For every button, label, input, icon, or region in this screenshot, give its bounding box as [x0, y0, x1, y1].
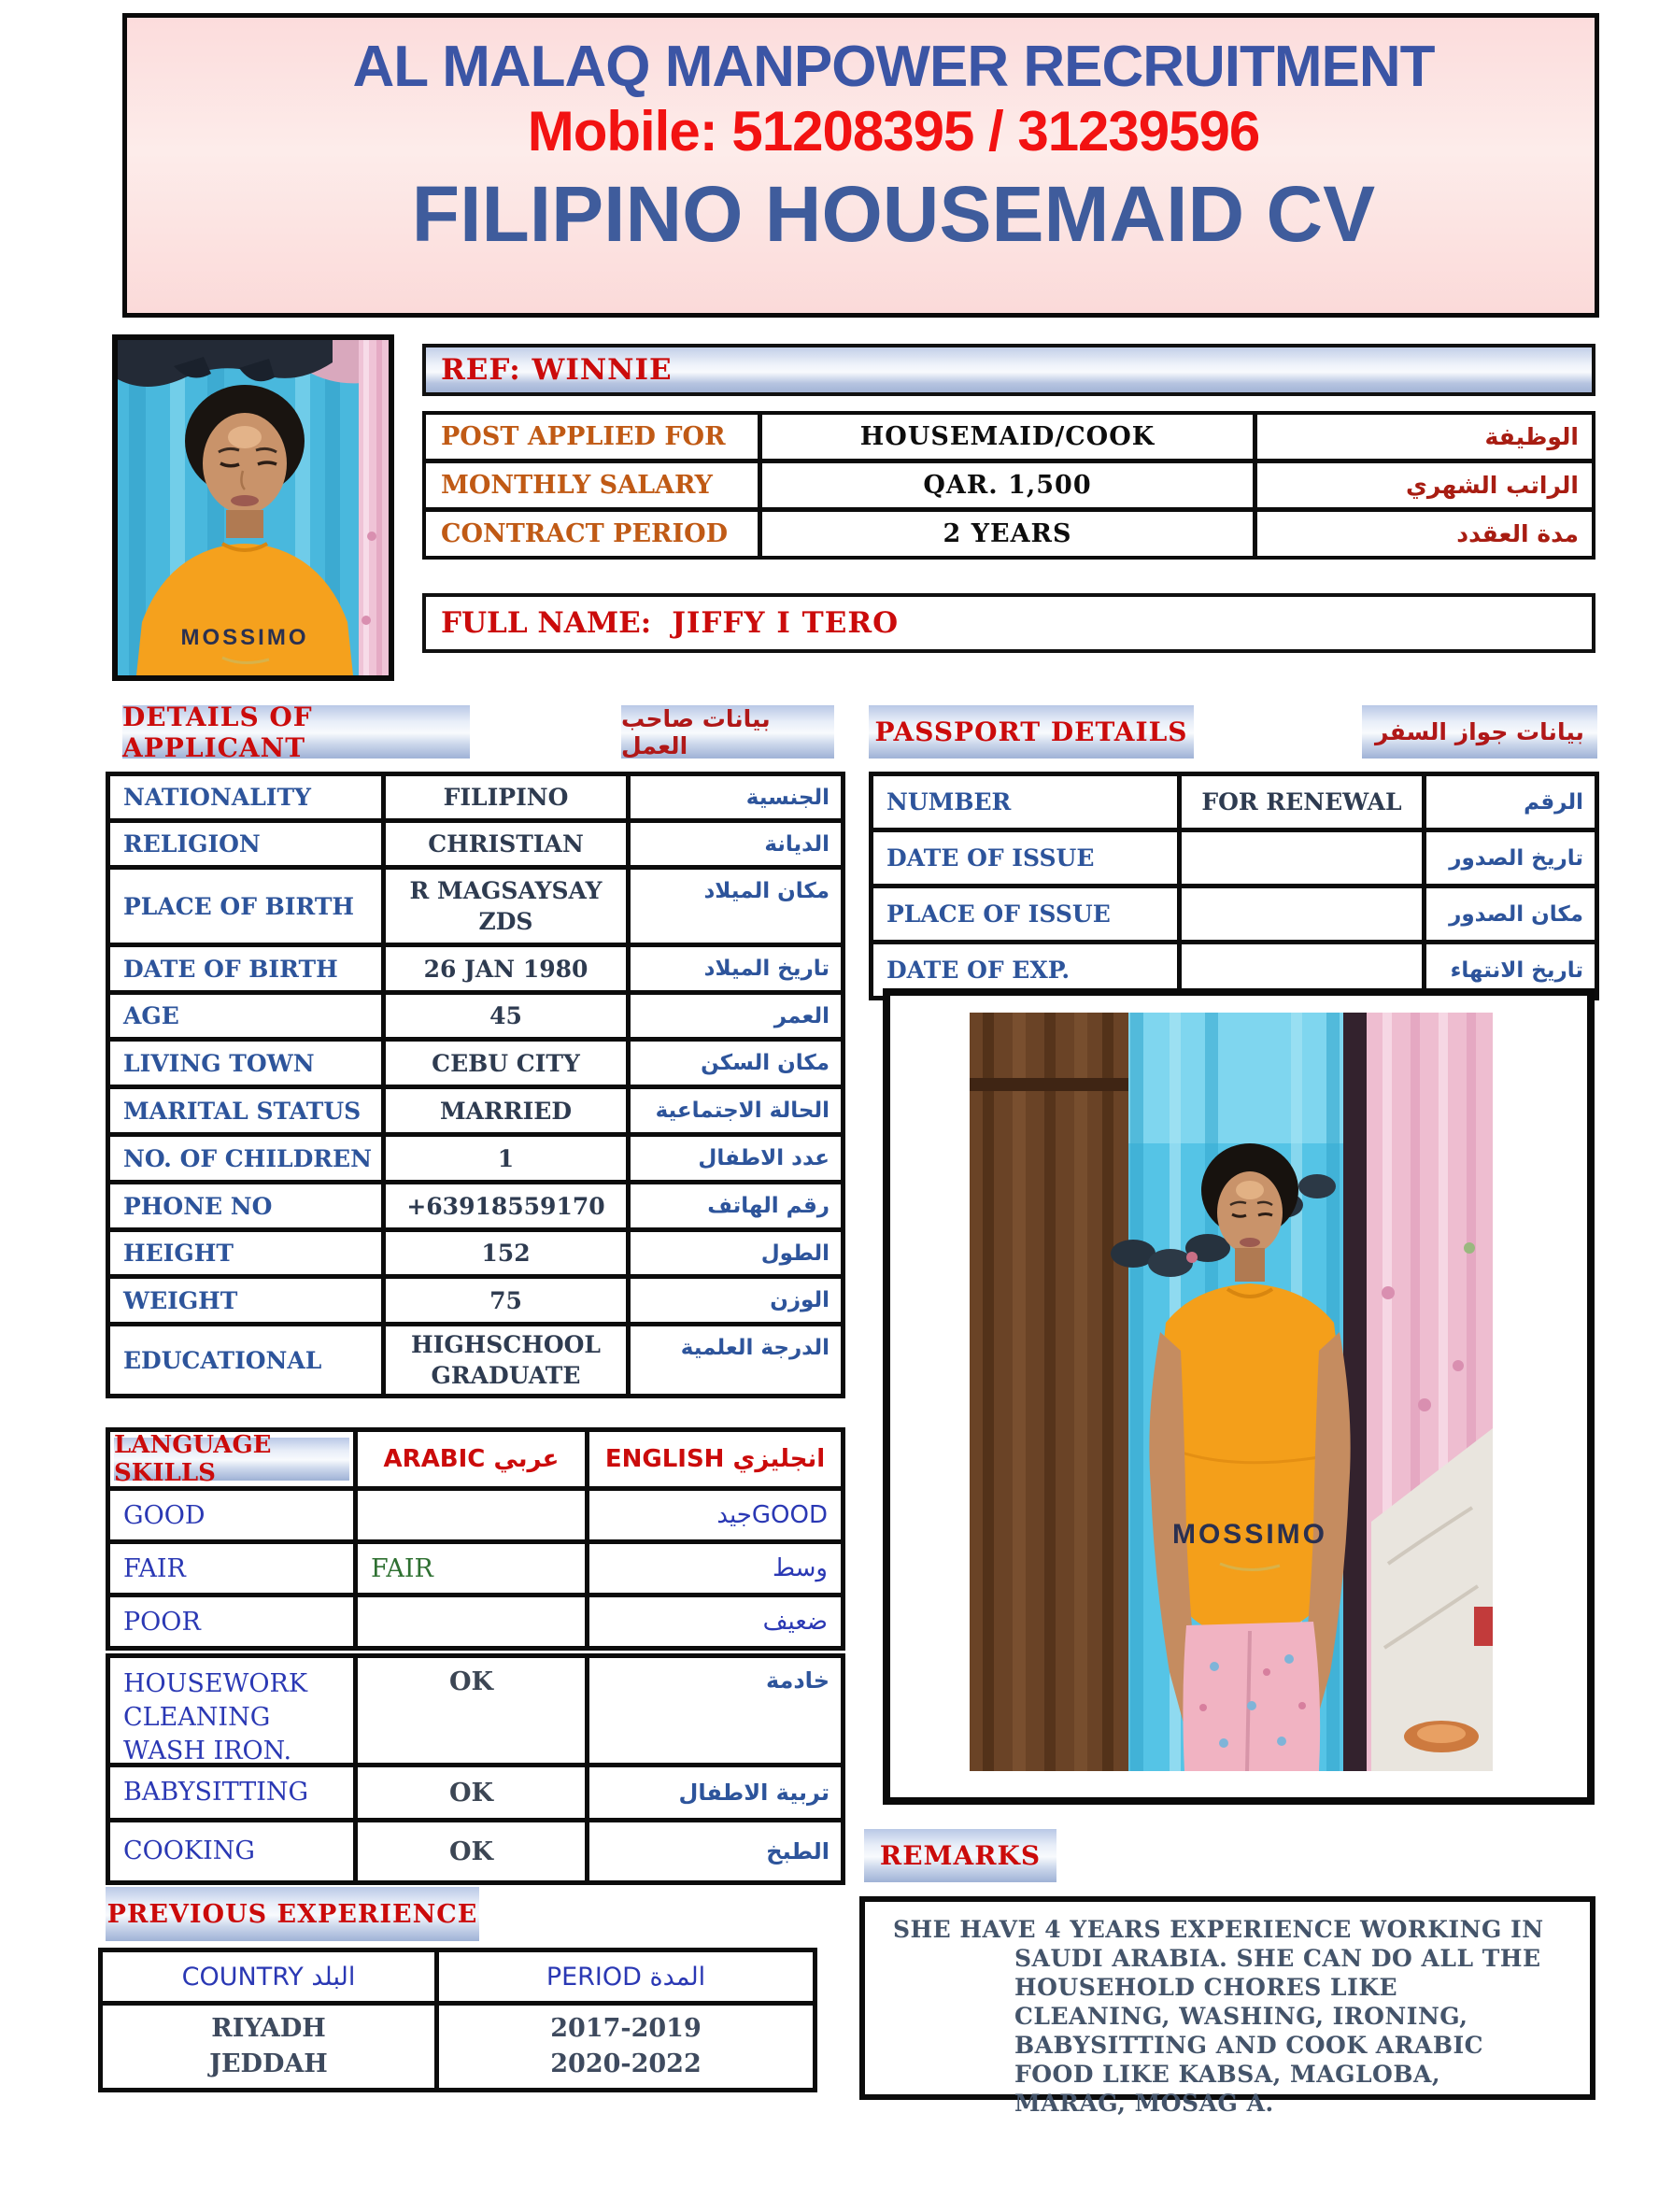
table-row	[110, 1184, 841, 1232]
issue-date-arabic: تاريخ الصدور	[1449, 845, 1583, 871]
age-label: AGE	[110, 995, 386, 1037]
full-name-label: FULL NAME:	[441, 606, 652, 640]
height-value: 152	[386, 1232, 631, 1274]
weight-arabic: الوزن	[770, 1288, 830, 1312]
passport-section-title-arabic	[1362, 705, 1597, 759]
country-column-header: COUNTRY البلد	[103, 1952, 439, 2001]
education-value-text: HIGHSCHOOL GRADUATE	[411, 1331, 601, 1389]
birthplace-label: PLACE OF BIRTH	[110, 870, 386, 943]
table-row	[110, 1089, 841, 1137]
country-jeddah: JEDDAH	[209, 2049, 328, 2078]
passport-number-arabic: الرقم	[1524, 789, 1583, 815]
period-jeddah: 2020-2022	[550, 2049, 702, 2078]
issue-date-value	[1182, 832, 1426, 884]
housework-label-text: HOUSEWORK CLEANING WASH IRON.	[123, 1669, 308, 1765]
experience-table	[98, 1948, 817, 2092]
post-label-arabic: الوظيفة	[1484, 423, 1579, 450]
applicant-photo-portrait	[112, 334, 394, 681]
table-row	[873, 888, 1595, 944]
country-values	[103, 2006, 439, 2088]
language-skills-header-bar	[114, 1431, 349, 1487]
babysitting-label: BABYSITTING	[110, 1767, 358, 1818]
table-row	[426, 463, 1592, 512]
babysitting-arabic: تربية الاطفال	[678, 1780, 830, 1806]
header	[122, 13, 1599, 318]
details-title-arabic-text: بيانات صاحب العمل	[621, 704, 771, 759]
children-value: 1	[386, 1137, 631, 1180]
arabic-poor-value	[358, 1597, 589, 1646]
language-skills-table	[106, 1427, 845, 1651]
post-label: POST APPLIED FOR	[426, 415, 762, 459]
language-skills-title-text: LANGUAGE SKILLS	[114, 1431, 272, 1487]
babysitting-value: OK	[358, 1767, 589, 1818]
birthplace-value	[386, 870, 631, 943]
table-row	[426, 512, 1592, 556]
phone-arabic: رقم الهاتف	[707, 1194, 830, 1218]
table-row	[426, 415, 1592, 463]
issue-date-label: DATE OF ISSUE	[873, 832, 1182, 884]
english-poor-value: ضعيف	[762, 1608, 828, 1636]
table-row	[110, 823, 841, 870]
experience-section-title	[106, 1887, 479, 1941]
height-arabic: الطول	[760, 1241, 830, 1266]
religion-arabic: الديانة	[764, 831, 830, 857]
salary-value: QAR. 1,500	[762, 463, 1257, 507]
level-poor-label: POOR	[110, 1597, 358, 1646]
arabic-good-value	[358, 1491, 589, 1539]
weight-value: 75	[386, 1279, 631, 1322]
ref-bar	[422, 344, 1595, 396]
table-row	[110, 1042, 841, 1089]
expiry-date-label: DATE OF EXP.	[873, 944, 1182, 996]
table-row	[110, 1137, 841, 1184]
table-row	[110, 1279, 841, 1326]
details-title-text: DETAILS OF APPLICANT	[122, 701, 313, 763]
table-header-row	[110, 1432, 841, 1491]
birthplace-arabic: مكان الميلاد	[703, 879, 830, 903]
full-name-value: JIFFY I TERO	[672, 606, 900, 640]
full-name-bar	[422, 593, 1595, 653]
expiry-date-arabic: تاريخ الانتهاء	[1450, 957, 1583, 983]
table-row	[110, 1597, 841, 1646]
housework-label	[110, 1658, 358, 1763]
salary-label-arabic: الراتب الشهري	[1406, 472, 1579, 499]
table-row	[110, 1232, 841, 1279]
housework-arabic: خادمة	[765, 1667, 830, 1694]
passport-table	[869, 772, 1599, 1000]
applicant-photo-frame	[883, 988, 1595, 1805]
height-label: HEIGHT	[110, 1232, 386, 1274]
cooking-arabic: الطبخ	[766, 1838, 830, 1865]
phone-value: +63918559170	[386, 1184, 631, 1227]
applicant-details-table	[106, 772, 845, 1398]
nationality-value: FILIPINO	[386, 776, 631, 818]
period-riyadh: 2017-2019	[550, 2014, 702, 2043]
passport-title-text: PASSPORT DETAILS	[874, 716, 1188, 747]
town-value: CEBU CITY	[386, 1042, 631, 1085]
remarks-box	[859, 1896, 1595, 2117]
table-row	[873, 832, 1595, 888]
marital-arabic: الحالة الاجتماعية	[655, 1099, 830, 1123]
religion-value: CHRISTIAN	[386, 823, 631, 865]
table-row	[110, 1658, 841, 1767]
contract-label: CONTRACT PERIOD	[426, 512, 762, 556]
passport-title-arabic-text: بيانات جواز السفر	[1375, 718, 1584, 745]
contract-value: 2 YEARS	[762, 512, 1257, 556]
portrait-illustration	[118, 340, 389, 675]
children-arabic: عدد الاطفال	[698, 1146, 830, 1170]
cooking-value: OK	[358, 1822, 589, 1880]
education-arabic: الدرجة العلمية	[680, 1336, 830, 1360]
town-label: LIVING TOWN	[110, 1042, 386, 1085]
post-table	[422, 411, 1595, 560]
shirt-brand-text: MOSSIMO	[1171, 1519, 1328, 1550]
table-row	[110, 1544, 841, 1597]
salary-label: MONTHLY SALARY	[426, 463, 762, 507]
table-row	[110, 947, 841, 995]
birthdate-value: 26 JAN 1980	[386, 947, 631, 990]
town-arabic: مكان السكن	[701, 1051, 830, 1075]
language-skills-header	[110, 1432, 358, 1486]
period-values	[439, 2006, 813, 2088]
table-row	[873, 776, 1595, 832]
english-good-value: جيدGOOD	[716, 1501, 828, 1529]
phone-label: PHONE NO	[110, 1184, 386, 1227]
table-row	[110, 1491, 841, 1544]
education-value	[386, 1326, 631, 1394]
details-section-title	[122, 701, 470, 763]
age-arabic: العمر	[773, 1003, 830, 1028]
passport-number-label: NUMBER	[873, 776, 1182, 828]
contract-label-arabic: مدة العقدد	[1456, 520, 1579, 547]
table-row	[110, 1822, 841, 1880]
birthdate-arabic: تاريخ الميلاد	[703, 957, 830, 981]
birthdate-label: DATE OF BIRTH	[110, 947, 386, 990]
period-column-header: PERIOD المدة	[546, 1962, 706, 1992]
housework-skills-table	[106, 1653, 845, 1885]
issue-place-label: PLACE OF ISSUE	[873, 888, 1182, 940]
level-fair-label: FAIR	[110, 1544, 358, 1593]
cooking-label: COOKING	[110, 1822, 358, 1880]
education-label: EDUCATIONAL	[110, 1326, 386, 1394]
nationality-label: NATIONALITY	[110, 776, 386, 818]
children-label: NO. OF CHILDREN	[110, 1137, 386, 1180]
age-value: 45	[386, 995, 631, 1037]
agency-mobile: Mobile: 51208395 / 31239596	[527, 100, 1260, 163]
passport-number-value: FOR RENEWAL	[1182, 776, 1426, 828]
details-section-title-arabic	[621, 705, 834, 759]
fullbody-illustration	[970, 1013, 1493, 1771]
applicant-photo-fullbody	[970, 1013, 1493, 1771]
table-header-row	[103, 1952, 813, 2006]
country-riyadh: RIYADH	[211, 2014, 326, 2043]
religion-label: RELIGION	[110, 823, 386, 865]
post-value: HOUSEMAID/COOK	[762, 415, 1257, 459]
table-row	[110, 1326, 841, 1394]
issue-place-arabic: مكان الصدور	[1449, 901, 1583, 927]
agency-name: AL MALAQ MANPOWER RECRUITMENT	[352, 35, 1435, 99]
ref-label: REF: WINNIE	[441, 353, 673, 387]
remarks-section-title	[864, 1829, 1056, 1882]
marital-label: MARITAL STATUS	[110, 1089, 386, 1132]
level-good-label: GOOD	[110, 1491, 358, 1539]
table-row	[103, 2006, 813, 2088]
table-row	[110, 1767, 841, 1822]
marital-value: MARRIED	[386, 1089, 631, 1132]
arabic-column-header: ARABIC عربي	[358, 1432, 589, 1486]
table-row	[110, 995, 841, 1042]
remarks-text: SHE HAVE 4 YEARS EXPERIENCE WORKING IN SAUDI ARABIA. SHE CAN DO ALL THE HOUSEHOLD CHORES LIKE CLEANING, WASHING, IRONING, BABYSITTING AND COOK ARABIC FOOD LIKE KABSA, MAGLOBA, MARAG, MOSAG A.	[893, 1916, 1544, 2117]
english-fair-value: وسط	[772, 1554, 828, 1582]
table-row	[110, 870, 841, 947]
issue-place-value	[1182, 888, 1426, 940]
experience-title-text: PREVIOUS EXPERIENCE	[106, 1899, 478, 1929]
shirt-brand-text: MOSSIMO	[180, 625, 309, 650]
weight-label: WEIGHT	[110, 1279, 386, 1322]
passport-section-title	[869, 705, 1194, 759]
english-column-header: ENGLISH انجليزي	[604, 1445, 826, 1473]
nationality-arabic: الجنسية	[745, 785, 830, 810]
page-title: FILIPINO HOUSEMAID CV	[411, 170, 1376, 258]
birthplace-value-text: R MAGSAYSAY ZDS	[409, 877, 603, 935]
housework-value: OK	[358, 1658, 589, 1763]
remarks-title-text: REMARKS	[879, 1840, 1042, 1871]
arabic-fair-value: FAIR	[358, 1544, 589, 1593]
table-row	[110, 776, 841, 823]
